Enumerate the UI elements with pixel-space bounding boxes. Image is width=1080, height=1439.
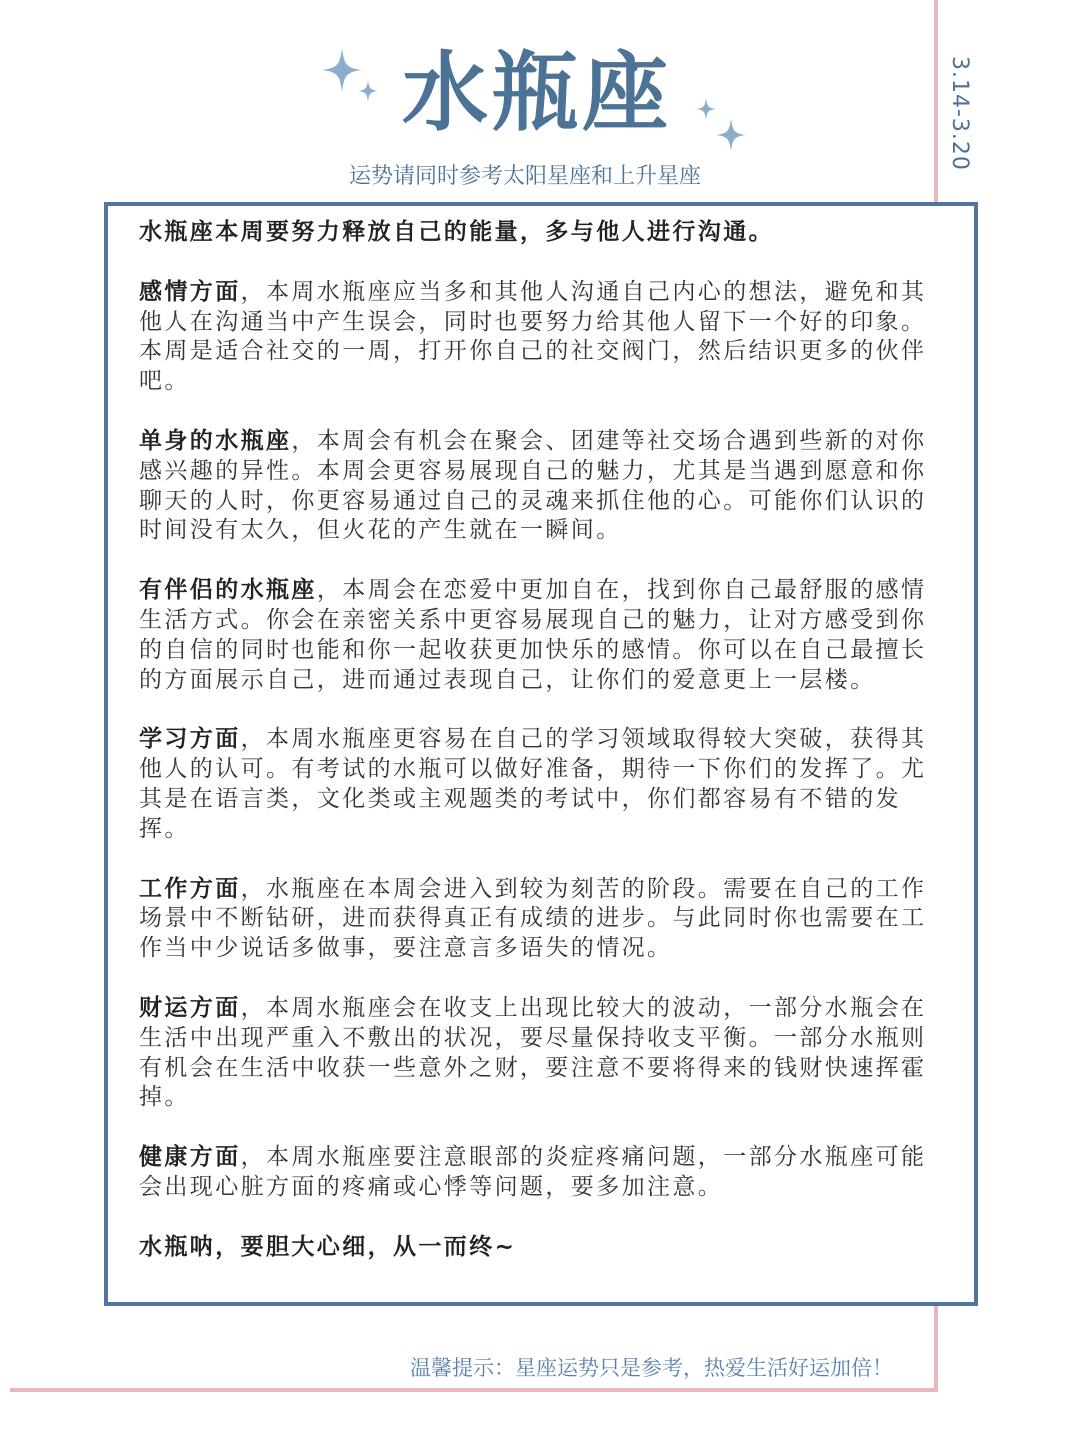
section-label: 工作方面 xyxy=(139,875,241,902)
section-label: 有伴侣的水瓶座 xyxy=(139,577,317,604)
section-text: ，水瓶座在本周会进入到较为刻苦的阶段。需要在自己的工作场景中不断钻研，进而获得真正有成绩的进步。与此同时你也需要在工作当中少说话多做事，要注意言多语失的情况。 xyxy=(139,875,927,962)
section-study xyxy=(139,725,929,844)
section-text: ，本周会在恋爱中更加自在，找到你自己最舒服的感情生活方式。你会在亲密关系中更容易展现自己的魅力，让对方感受到你的自信的同时也能和你一起收获更加快乐的感情。你可以在自己最擅长的方面展示自己，进而通过表现自己，让你们的爱意更上一层楼。 xyxy=(139,577,927,693)
sparkle-icon xyxy=(322,48,362,92)
section-label: 感情方面 xyxy=(139,278,241,305)
section-label: 健康方面 xyxy=(139,1144,241,1171)
headline: 水瓶座本周要努力释放自己的能量，多与他人进行沟通。 xyxy=(139,219,774,245)
section-health xyxy=(139,1143,929,1203)
section-text: ，本周水瓶座会在收支上出现比较大的波动，一部分水瓶会在生活中出现严重入不敷出的状况，要尽量保持收支平衡。一部分水瓶则有机会在生活中收获一些意外之财，要注意不要将得来的钱财快速挥霍掉。 xyxy=(139,994,927,1111)
section-partnered xyxy=(139,576,929,695)
subtitle: 运势请同时参考太阳星座和上升星座 xyxy=(348,164,701,189)
horoscope-content-box xyxy=(104,202,978,1306)
sparkle-icon xyxy=(696,98,716,120)
page-title: 水瓶座 xyxy=(402,43,672,143)
section-love xyxy=(139,278,929,397)
section-label: 财运方面 xyxy=(139,994,241,1021)
footer-tip: 温馨提示：星座运势只是参考，热爱生活好运加倍！ xyxy=(410,1356,893,1380)
horoscope-content xyxy=(139,218,929,1293)
closing-line: 水瓶呐，要胆大心细，从一而终~ xyxy=(139,1233,517,1260)
section-text: ，本周水瓶座更容易在自己的学习领域取得较大突破，获得其他人的认可。有考试的水瓶可以做好准备，期待一下你们的发挥了。尤其是在语言类，文化类或主观题类的考试中，你们都容易有不错的发挥。 xyxy=(139,726,927,842)
title-row xyxy=(0,38,1080,148)
section-text: ，本周水瓶座应当多和其他人沟通自己内心的想法，避免和其他人在沟通当中产生误会，同时也要努力给其他人留下一个好的印象。本周是适合社交的一周，打开你自己的社交阀门，然后结识更多的伙伴吧。 xyxy=(139,278,927,395)
section-single xyxy=(139,427,929,546)
section-text: ，本周水瓶座要注意眼部的炎症疼痛问题，一部分水瓶座可能会出现心脏方面的疼痛或心悸等问题，要多加注意。 xyxy=(139,1144,927,1200)
section-wealth xyxy=(139,994,929,1113)
date-range: 3.14-3.20 xyxy=(947,56,972,171)
sparkle-icon xyxy=(358,80,378,102)
section-label: 学习方面 xyxy=(139,726,241,753)
pink-horizontal-rule xyxy=(10,1388,938,1392)
section-text: ，本周会有机会在聚会、团建等社交场合遇到些新的对你感兴趣的异性。本周会更容易展现自己的魅力，尤其是当遇到愿意和你聊天的人时，你更容易通过自己的灵魂来抓住他的心。可能你们认识的时间没有太久，但火花的产生就在一瞬间。 xyxy=(139,427,927,544)
section-label: 单身的水瓶座 xyxy=(139,427,292,454)
section-work xyxy=(139,875,929,964)
sparkle-icon xyxy=(716,118,746,152)
